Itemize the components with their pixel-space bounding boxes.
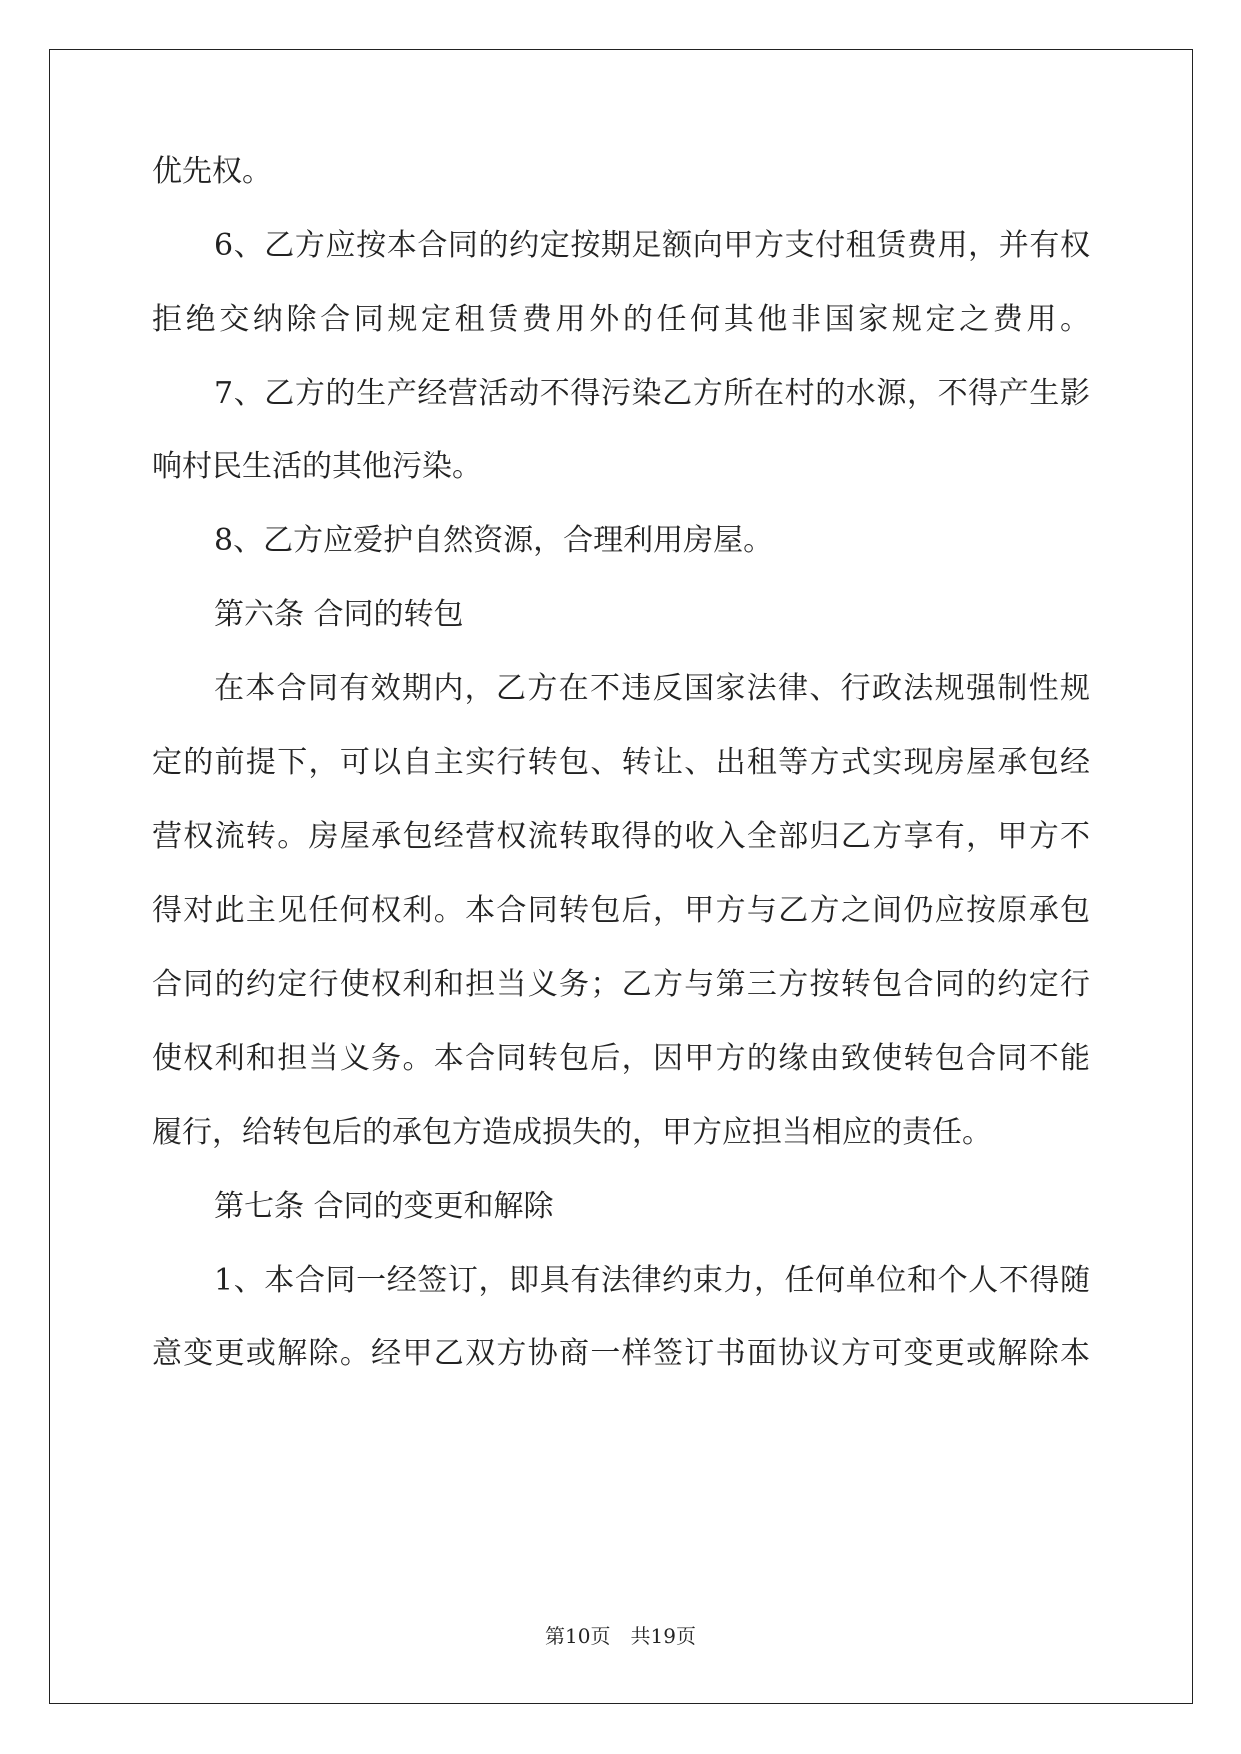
text-line: 营权流转。房屋承包经营权流转取得的收入全部归乙方享有，甲方不 xyxy=(152,819,1090,854)
text-line: 拒绝交纳除合同规定租赁费用外的任何其他非国家规定之费用。 xyxy=(152,302,1090,337)
text-line: 6、乙方应按本合同的约定按期足额向甲方支付租赁费用，并有权 xyxy=(214,228,1090,263)
page-border xyxy=(49,49,1193,1704)
text-line: 使权利和担当义务。本合同转包后，因甲方的缘由致使转包合同不能 xyxy=(152,1041,1090,1076)
text-line: 定的前提下，可以自主实行转包、转让、出租等方式实现房屋承包经 xyxy=(152,745,1090,780)
text-line: 在本合同有效期内，乙方在不违反国家法律、行政法规强制性规 xyxy=(214,671,1090,706)
text-line: 意变更或解除。经甲乙双方协商一样签订书面协议方可变更或解除本 xyxy=(152,1336,1090,1371)
text-line: 7、乙方的生产经营活动不得污染乙方所在村的水源，不得产生影 xyxy=(214,376,1090,411)
text-line: 1、本合同一经签订，即具有法律约束力，任何单位和个人不得随 xyxy=(214,1263,1090,1298)
text-line: 得对此主见任何权利。本合同转包后，甲方与乙方之间仍应按原承包 xyxy=(152,893,1090,928)
text-line: 合同的约定行使权利和担当义务；乙方与第三方按转包合同的约定行 xyxy=(152,967,1090,1002)
text-line: 履行，给转包后的承包方造成损失的，甲方应担当相应的责任。 xyxy=(152,1115,992,1150)
text-line: 8、乙方应爱护自然资源，合理利用房屋。 xyxy=(214,523,774,558)
text-line: 优先权。 xyxy=(152,154,272,189)
section-heading: 第七条 合同的变更和解除 xyxy=(214,1189,554,1224)
text-line: 响村民生活的其他污染。 xyxy=(152,449,482,484)
page-number: 第10页 共19页 xyxy=(545,1624,696,1648)
section-heading: 第六条 合同的转包 xyxy=(214,597,464,632)
